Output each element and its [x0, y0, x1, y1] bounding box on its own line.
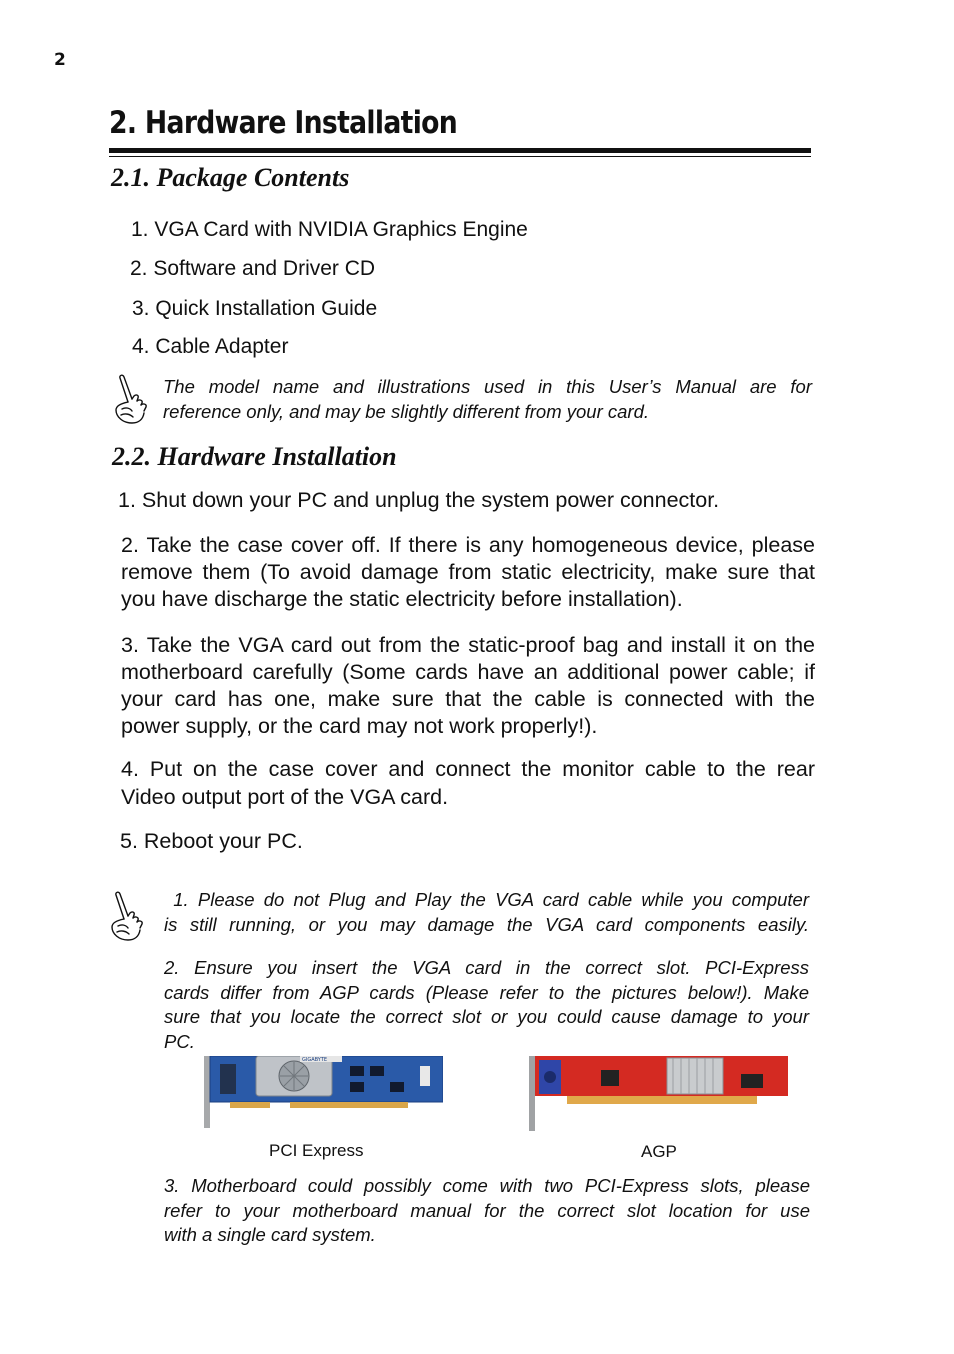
title-rule-thick: [109, 148, 811, 153]
caution-note-2-line: 2. Ensure you insert the VGA card in the correct slot. PCI-Express: [164, 957, 809, 978]
step-5: 5. Reboot your PC.: [120, 829, 303, 853]
caution-note-3-line: refer to your motherboard manual for the correct slot location for use: [164, 1199, 810, 1221]
card-brand-text: GIGABYTE: [302, 1057, 328, 1063]
step-4-line: Video output port of the VGA card.: [121, 785, 449, 809]
agp-caption: AGP: [641, 1142, 677, 1161]
disclaimer-line: The model name and illustrations used in this User’s Manual are for: [163, 376, 812, 397]
pointing-hand-icon: [108, 372, 158, 428]
caution-note-1: [164, 888, 809, 937]
pci-express-card-image: [200, 1056, 443, 1131]
section-title-hardware-installation: 2.2. Hardware Installation: [112, 442, 397, 471]
caution-note-2-line: cards differ from AGP cards (Please refer to the pictures below!). Make: [164, 981, 809, 1003]
step-2-line: 2. Take the case cover off. If there is any homogeneous device, please: [121, 533, 815, 557]
step-3-line: power supply, or the card may not work properly!).: [121, 714, 598, 738]
step-1: 1. Shut down your PC and unplug the system power connector.: [118, 488, 720, 512]
step-4: [121, 755, 815, 811]
agp-card-image: [527, 1056, 788, 1131]
pci-express-caption: PCI Express: [269, 1141, 364, 1160]
chapter-title: 2. Hardware Installation: [109, 105, 458, 141]
step-2-line: you have discharge the static electricity before installation).: [121, 587, 683, 611]
pointing-hand-icon: [104, 889, 154, 945]
page-number: 2: [54, 50, 66, 70]
step-2: [121, 532, 815, 613]
package-item-1: 1. VGA Card with NVIDIA Graphics Engine: [131, 218, 528, 241]
package-item-4: 4. Cable Adapter: [132, 335, 289, 358]
step-2-line: remove them (To avoid damage from static electricity, make sure that: [121, 560, 815, 584]
section-title-package-contents: 2.1. Package Contents: [111, 163, 350, 192]
package-item-2: 2. Software and Driver CD: [130, 257, 376, 280]
step-3-line: 3. Take the VGA card out from the static-proof bag and install it on the: [121, 633, 815, 657]
caution-note-3-line: 3. Motherboard could possibly come with two PCI-Express slots, please: [164, 1175, 810, 1196]
caution-note-3-line: with a single card system.: [164, 1224, 376, 1245]
title-rule-thin: [109, 156, 811, 157]
caution-note-1-line: is still running, or you may damage the VGA card components easily.: [164, 913, 809, 935]
step-3: [121, 632, 815, 740]
caution-note-2-line: sure that you locate the correct slot or you could cause damage to your: [164, 1006, 809, 1027]
step-3-line: motherboard carefully (Some cards have an additional power cable; if: [121, 660, 815, 684]
caution-note-2: [164, 956, 809, 1054]
caution-note-3: [164, 1174, 810, 1248]
caution-note-1-line: 1. Please do not Plug and Play the VGA card cable while you computer: [164, 889, 809, 910]
disclaimer-line: reference only, and may be slightly different from your card.: [163, 400, 650, 422]
disclaimer-note: [163, 375, 812, 424]
caution-note-2-line: PC.: [164, 1030, 195, 1052]
package-item-3: 3. Quick Installation Guide: [132, 297, 378, 320]
step-3-line: your card has one, make sure that the cable is connected with the: [121, 687, 815, 711]
step-4-line: 4. Put on the case cover and connect the monitor cable to the rear: [121, 757, 815, 781]
